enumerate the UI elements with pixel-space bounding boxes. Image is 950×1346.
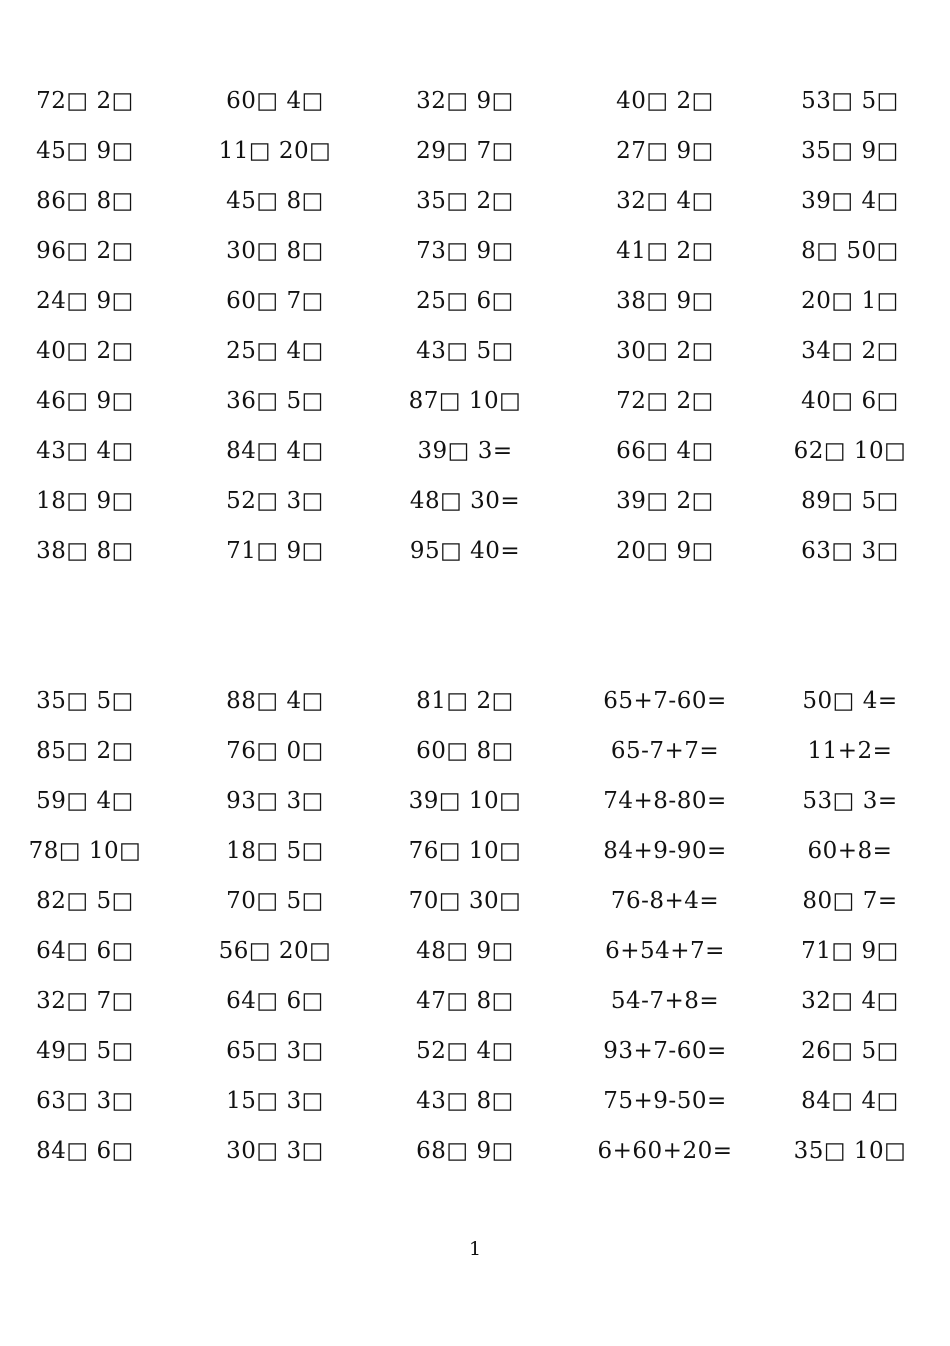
problem-cell: 20□ 1□ <box>801 288 899 314</box>
problem-cell: 85□ 2□ <box>36 738 134 764</box>
problem-cell: 75+9-50= <box>603 1088 727 1114</box>
problem-cell: 6+54+7= <box>605 938 725 964</box>
problem-cell: 46□ 9□ <box>36 388 134 414</box>
problem-cell: 72□ 2□ <box>36 88 134 114</box>
problem-cell: 43□ 4□ <box>36 438 134 464</box>
problem-cell: 35□ 9□ <box>801 138 899 164</box>
problem-cell: 66□ 4□ <box>616 438 714 464</box>
problem-cell: 65+7-60= <box>603 688 727 714</box>
page-number: 1 <box>468 1238 482 1260</box>
problem-cell: 53□ 5□ <box>801 88 899 114</box>
problem-cell: 84□ 6□ <box>36 1138 134 1164</box>
problem-cell: 35□ 2□ <box>416 188 514 214</box>
problem-cell: 41□ 2□ <box>616 238 714 264</box>
problem-cell: 73□ 9□ <box>416 238 514 264</box>
problem-cell: 38□ 8□ <box>36 538 134 564</box>
problem-cell: 70□ 30□ <box>408 888 522 914</box>
problem-cell: 50□ 4= <box>802 688 898 714</box>
problem-row <box>0 76 950 126</box>
problem-cell: 84+9-90= <box>603 838 727 864</box>
problem-cell: 32□ 4□ <box>801 988 899 1014</box>
problem-cell: 87□ 10□ <box>408 388 522 414</box>
problem-cell: 43□ 5□ <box>416 338 514 364</box>
problem-cell: 30□ 2□ <box>616 338 714 364</box>
problem-cell: 18□ 5□ <box>226 838 324 864</box>
problem-row <box>0 1126 950 1176</box>
problem-cell: 84□ 4□ <box>226 438 324 464</box>
problem-row <box>0 276 950 326</box>
problem-cell: 65□ 3□ <box>226 1038 324 1064</box>
problem-cell: 64□ 6□ <box>36 938 134 964</box>
problem-row <box>0 826 950 876</box>
problem-cell: 72□ 2□ <box>616 388 714 414</box>
problem-cell: 15□ 3□ <box>226 1088 324 1114</box>
problem-row <box>0 176 950 226</box>
problem-cell: 8□ 50□ <box>801 238 899 264</box>
problem-cell: 70□ 5□ <box>226 888 324 914</box>
problem-grid-bottom <box>0 676 950 1176</box>
problem-cell: 26□ 5□ <box>801 1038 899 1064</box>
problem-row <box>0 426 950 476</box>
problem-cell: 20□ 9□ <box>616 538 714 564</box>
problem-cell: 82□ 5□ <box>36 888 134 914</box>
problem-cell: 59□ 4□ <box>36 788 134 814</box>
problem-cell: 39□ 10□ <box>408 788 522 814</box>
problem-cell: 6+60+20= <box>597 1138 733 1164</box>
problem-cell: 30□ 3□ <box>226 1138 324 1164</box>
problem-cell: 52□ 3□ <box>226 488 324 514</box>
problem-row <box>0 476 950 526</box>
problem-cell: 56□ 20□ <box>218 938 332 964</box>
problem-cell: 84□ 4□ <box>801 1088 899 1114</box>
problem-row <box>0 376 950 426</box>
problem-row <box>0 526 950 576</box>
problem-cell: 52□ 4□ <box>416 1038 514 1064</box>
problem-cell: 36□ 5□ <box>226 388 324 414</box>
problem-cell: 53□ 3= <box>802 788 898 814</box>
problem-cell: 60□ 4□ <box>226 88 324 114</box>
problem-cell: 86□ 8□ <box>36 188 134 214</box>
problem-grid-top <box>0 76 950 576</box>
problem-cell: 30□ 8□ <box>226 238 324 264</box>
problem-cell: 93+7-60= <box>603 1038 727 1064</box>
problem-cell: 76□ 0□ <box>226 738 324 764</box>
problem-cell: 18□ 9□ <box>36 488 134 514</box>
problem-cell: 65-7+7= <box>610 738 720 764</box>
problem-cell: 74+8-80= <box>603 788 727 814</box>
problem-cell: 32□ 9□ <box>416 88 514 114</box>
problem-cell: 63□ 3□ <box>801 538 899 564</box>
problem-cell: 45□ 8□ <box>226 188 324 214</box>
problem-cell: 39□ 3= <box>417 438 513 464</box>
problem-cell: 60+8= <box>807 838 893 864</box>
problem-cell: 48□ 9□ <box>416 938 514 964</box>
problem-row <box>0 926 950 976</box>
problem-cell: 40□ 2□ <box>36 338 134 364</box>
problem-cell: 11□ 20□ <box>218 138 332 164</box>
problem-cell: 27□ 9□ <box>616 138 714 164</box>
problem-cell: 96□ 2□ <box>36 238 134 264</box>
problem-cell: 11+2= <box>807 738 893 764</box>
problem-cell: 95□ 40= <box>409 538 521 564</box>
problem-row <box>0 876 950 926</box>
problem-cell: 29□ 7□ <box>416 138 514 164</box>
problem-row <box>0 1026 950 1076</box>
problem-cell: 24□ 9□ <box>36 288 134 314</box>
problem-cell: 60□ 8□ <box>416 738 514 764</box>
problem-cell: 25□ 4□ <box>226 338 324 364</box>
problem-cell: 49□ 5□ <box>36 1038 134 1064</box>
problem-cell: 48□ 30= <box>409 488 521 514</box>
problem-row <box>0 326 950 376</box>
problem-cell: 39□ 4□ <box>801 188 899 214</box>
problem-cell: 38□ 9□ <box>616 288 714 314</box>
problem-cell: 62□ 10□ <box>793 438 907 464</box>
problem-row <box>0 126 950 176</box>
problem-cell: 43□ 8□ <box>416 1088 514 1114</box>
problem-row <box>0 226 950 276</box>
problem-cell: 89□ 5□ <box>801 488 899 514</box>
problem-cell: 39□ 2□ <box>616 488 714 514</box>
problem-cell: 81□ 2□ <box>416 688 514 714</box>
problem-cell: 45□ 9□ <box>36 138 134 164</box>
problem-row <box>0 776 950 826</box>
problem-cell: 40□ 6□ <box>801 388 899 414</box>
problem-row <box>0 676 950 726</box>
problem-cell: 35□ 5□ <box>36 688 134 714</box>
problem-cell: 35□ 10□ <box>793 1138 907 1164</box>
problem-cell: 76-8+4= <box>610 888 720 914</box>
problem-cell: 47□ 8□ <box>416 988 514 1014</box>
problem-cell: 63□ 3□ <box>36 1088 134 1114</box>
problem-row <box>0 726 950 776</box>
problem-cell: 93□ 3□ <box>226 788 324 814</box>
problem-cell: 76□ 10□ <box>408 838 522 864</box>
problem-cell: 71□ 9□ <box>801 938 899 964</box>
problem-cell: 80□ 7= <box>802 888 898 914</box>
problem-cell: 64□ 6□ <box>226 988 324 1014</box>
problem-cell: 32□ 4□ <box>616 188 714 214</box>
problem-row <box>0 976 950 1026</box>
problem-cell: 78□ 10□ <box>28 838 142 864</box>
problem-cell: 71□ 9□ <box>226 538 324 564</box>
problem-cell: 25□ 6□ <box>416 288 514 314</box>
problem-cell: 32□ 7□ <box>36 988 134 1014</box>
problem-cell: 40□ 2□ <box>616 88 714 114</box>
problem-cell: 68□ 9□ <box>416 1138 514 1164</box>
problem-cell: 60□ 7□ <box>226 288 324 314</box>
problem-row <box>0 1076 950 1126</box>
problem-cell: 54-7+8= <box>610 988 720 1014</box>
problem-cell: 88□ 4□ <box>226 688 324 714</box>
problem-cell: 34□ 2□ <box>801 338 899 364</box>
